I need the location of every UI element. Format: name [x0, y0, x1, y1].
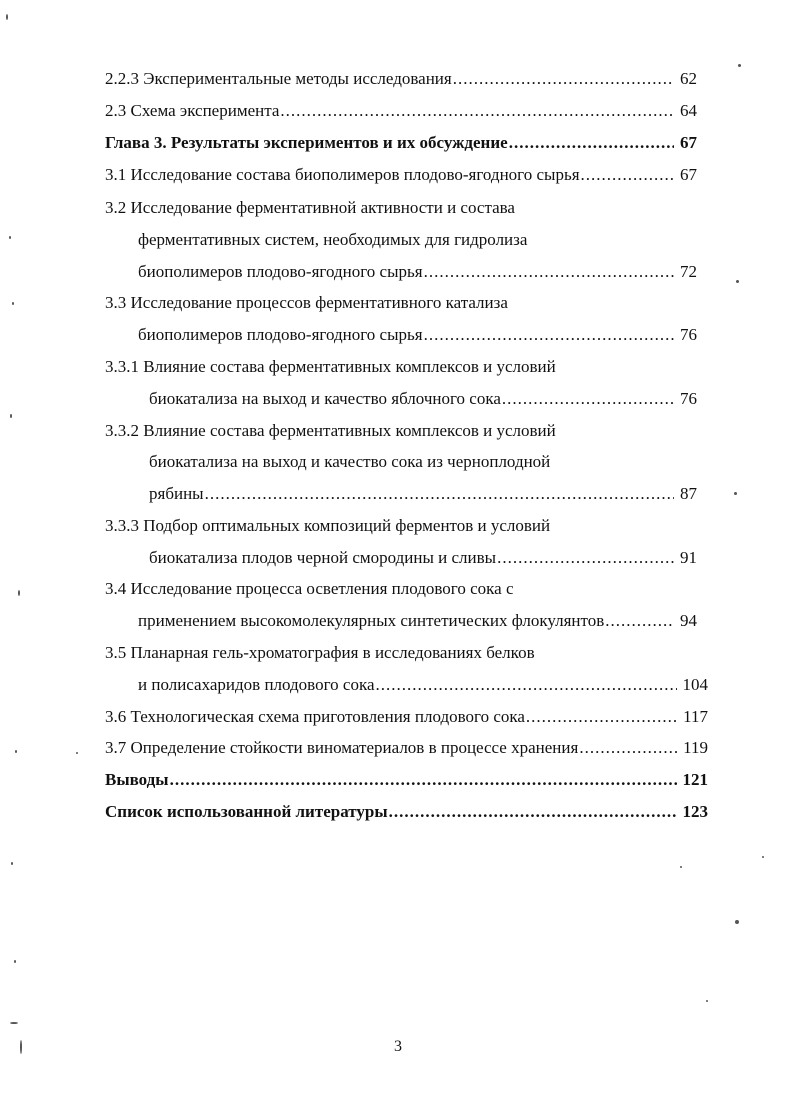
scan-speck: [6, 14, 8, 20]
toc-entry-title: 3.5 Планарная гель-хроматография в исследованиях белков: [105, 643, 535, 662]
toc-entry-3-5-end: [138, 673, 708, 697]
toc-entry-3-3-end: [138, 323, 697, 347]
scan-speck: [762, 856, 764, 858]
scan-speck: [735, 920, 739, 924]
scan-speck: [734, 492, 737, 495]
toc-entry-chapter-3: [105, 131, 697, 155]
scan-speck: [76, 752, 78, 754]
toc-entry-3-3-3-end: [149, 546, 697, 570]
dot-leader: [424, 260, 674, 284]
scan-speck: [11, 862, 13, 865]
toc-entry-title: и полисахаридов плодового сока: [138, 675, 375, 694]
dot-leader: [170, 768, 677, 792]
toc-entry-page: 121: [682, 770, 708, 789]
toc-entry-page: 104: [682, 675, 708, 694]
toc-entry-3-2-cont: [138, 228, 697, 252]
toc-entry-3-4: [105, 577, 697, 601]
dot-leader: [424, 323, 674, 347]
toc-entry-3-7: [105, 736, 708, 760]
toc-entry-2-2-3: [105, 67, 697, 91]
toc-entry-title: Выводы: [105, 770, 169, 789]
dot-leader: [280, 99, 674, 123]
toc-entry-title: 3.4 Исследование процесса осветления плодового сока с: [105, 579, 514, 598]
toc-entry-title: применением высокомолекулярных синтетических флокулянтов: [138, 611, 605, 630]
toc-entry-3-3-2-cont: [149, 450, 697, 474]
toc-entry-title: 3.3.2 Влияние состава ферментативных комплексов и условий: [105, 421, 556, 440]
scan-speck: [12, 302, 14, 305]
toc-entry-title: Глава 3. Результаты экспериментов и их обсуждение: [105, 133, 508, 152]
toc-entry-title: 3.7 Определение стойкости виноматериалов в процессе хранения: [105, 738, 579, 757]
toc-entry-title: биокатализа плодов черной смородины и сливы: [149, 548, 497, 567]
toc-entry-page: 64: [680, 101, 697, 120]
toc-entry-page: 123: [682, 802, 708, 821]
toc-entry-title: 3.3.1 Влияние состава ферментативных комплексов и условий: [105, 357, 556, 376]
toc-entry-title: ферментативных систем, необходимых для гидролиза: [138, 230, 528, 249]
toc-entry-3-2: [105, 196, 697, 220]
toc-entry-title: 3.3 Исследование процессов ферментативного катализа: [105, 293, 508, 312]
toc-entry-page: 62: [680, 69, 697, 88]
dot-leader: [502, 387, 674, 411]
toc-entry-title: рябины: [149, 484, 204, 503]
toc-entry-2-3: [105, 99, 697, 123]
toc-entry-title: Список использованной литературы: [105, 802, 388, 821]
toc-entry-3-3-1-end: [149, 387, 697, 411]
dot-leader: [376, 673, 677, 697]
toc-entry-title: биополимеров плодово-ягодного сырья: [138, 325, 423, 344]
toc-entry-3-3-1: [105, 355, 697, 379]
dot-leader: [509, 131, 674, 155]
toc-entry-references: [105, 800, 708, 824]
toc-entry-title: биокатализа на выход и качество сока из черноплодной: [149, 452, 551, 471]
toc-entry-3-1: [105, 163, 697, 187]
scan-speck: [680, 866, 682, 868]
toc-entry-3-5: [105, 641, 697, 665]
toc-entry-title: 2.2.3 Экспериментальные методы исследования: [105, 69, 452, 88]
toc-entry-3-3-2-end: [149, 482, 697, 506]
scan-speck: [706, 1000, 708, 1002]
scan-speck: [736, 280, 739, 283]
toc-entry-title: биополимеров плодово-ягодного сырья: [138, 262, 423, 281]
scan-speck: [10, 1022, 18, 1024]
scan-speck: [15, 750, 17, 753]
toc-entry-page: 91: [680, 548, 697, 567]
dot-leader: [579, 736, 677, 760]
scan-speck: [20, 1040, 22, 1054]
toc-entry-title: 2.3 Схема эксперимента: [105, 101, 280, 120]
scan-speck: [738, 64, 741, 67]
toc-entry-3-3: [105, 291, 697, 315]
toc-entry-page: 94: [680, 611, 697, 630]
toc-entry-3-3-2: [105, 419, 697, 443]
toc-entry-page: 76: [680, 389, 697, 408]
toc-entry-page: 117: [683, 707, 708, 726]
toc-entry-conclusions: [105, 768, 708, 792]
toc-entry-page: 119: [683, 738, 708, 757]
scan-speck: [10, 414, 12, 418]
scan-speck: [14, 960, 16, 963]
dot-leader: [389, 800, 677, 824]
toc-entry-page: 67: [680, 165, 697, 184]
toc-entry-3-2-end: [138, 260, 697, 284]
toc-entry-page: 76: [680, 325, 697, 344]
dot-leader: [497, 546, 674, 570]
toc-entry-3-4-end: [138, 609, 697, 633]
toc-entry-title: биокатализа на выход и качество яблочного сока: [149, 389, 501, 408]
dot-leader: [581, 163, 674, 187]
dot-leader: [453, 67, 674, 91]
toc-entry-3-6: [105, 705, 708, 729]
toc-entry-title: 3.6 Технологическая схема приготовления плодового сока: [105, 707, 525, 726]
dot-leader: [205, 482, 674, 506]
scan-speck: [18, 590, 20, 596]
toc-entry-page: 72: [680, 262, 697, 281]
toc-entry-page: 87: [680, 484, 697, 503]
toc-entry-title: 3.3.3 Подбор оптимальных композиций ферментов и условий: [105, 516, 551, 535]
toc-entry-3-3-3: [105, 514, 697, 538]
toc-entry-title: 3.1 Исследование состава биополимеров плодово-ягодного сырья: [105, 165, 580, 184]
toc-entry-title: 3.2 Исследование ферментативной активности и состава: [105, 198, 515, 217]
dot-leader: [526, 705, 677, 729]
page-number: 3: [394, 1038, 402, 1055]
toc-entry-page: 67: [680, 133, 697, 152]
scan-speck: [9, 236, 11, 239]
dot-leader: [605, 609, 674, 633]
